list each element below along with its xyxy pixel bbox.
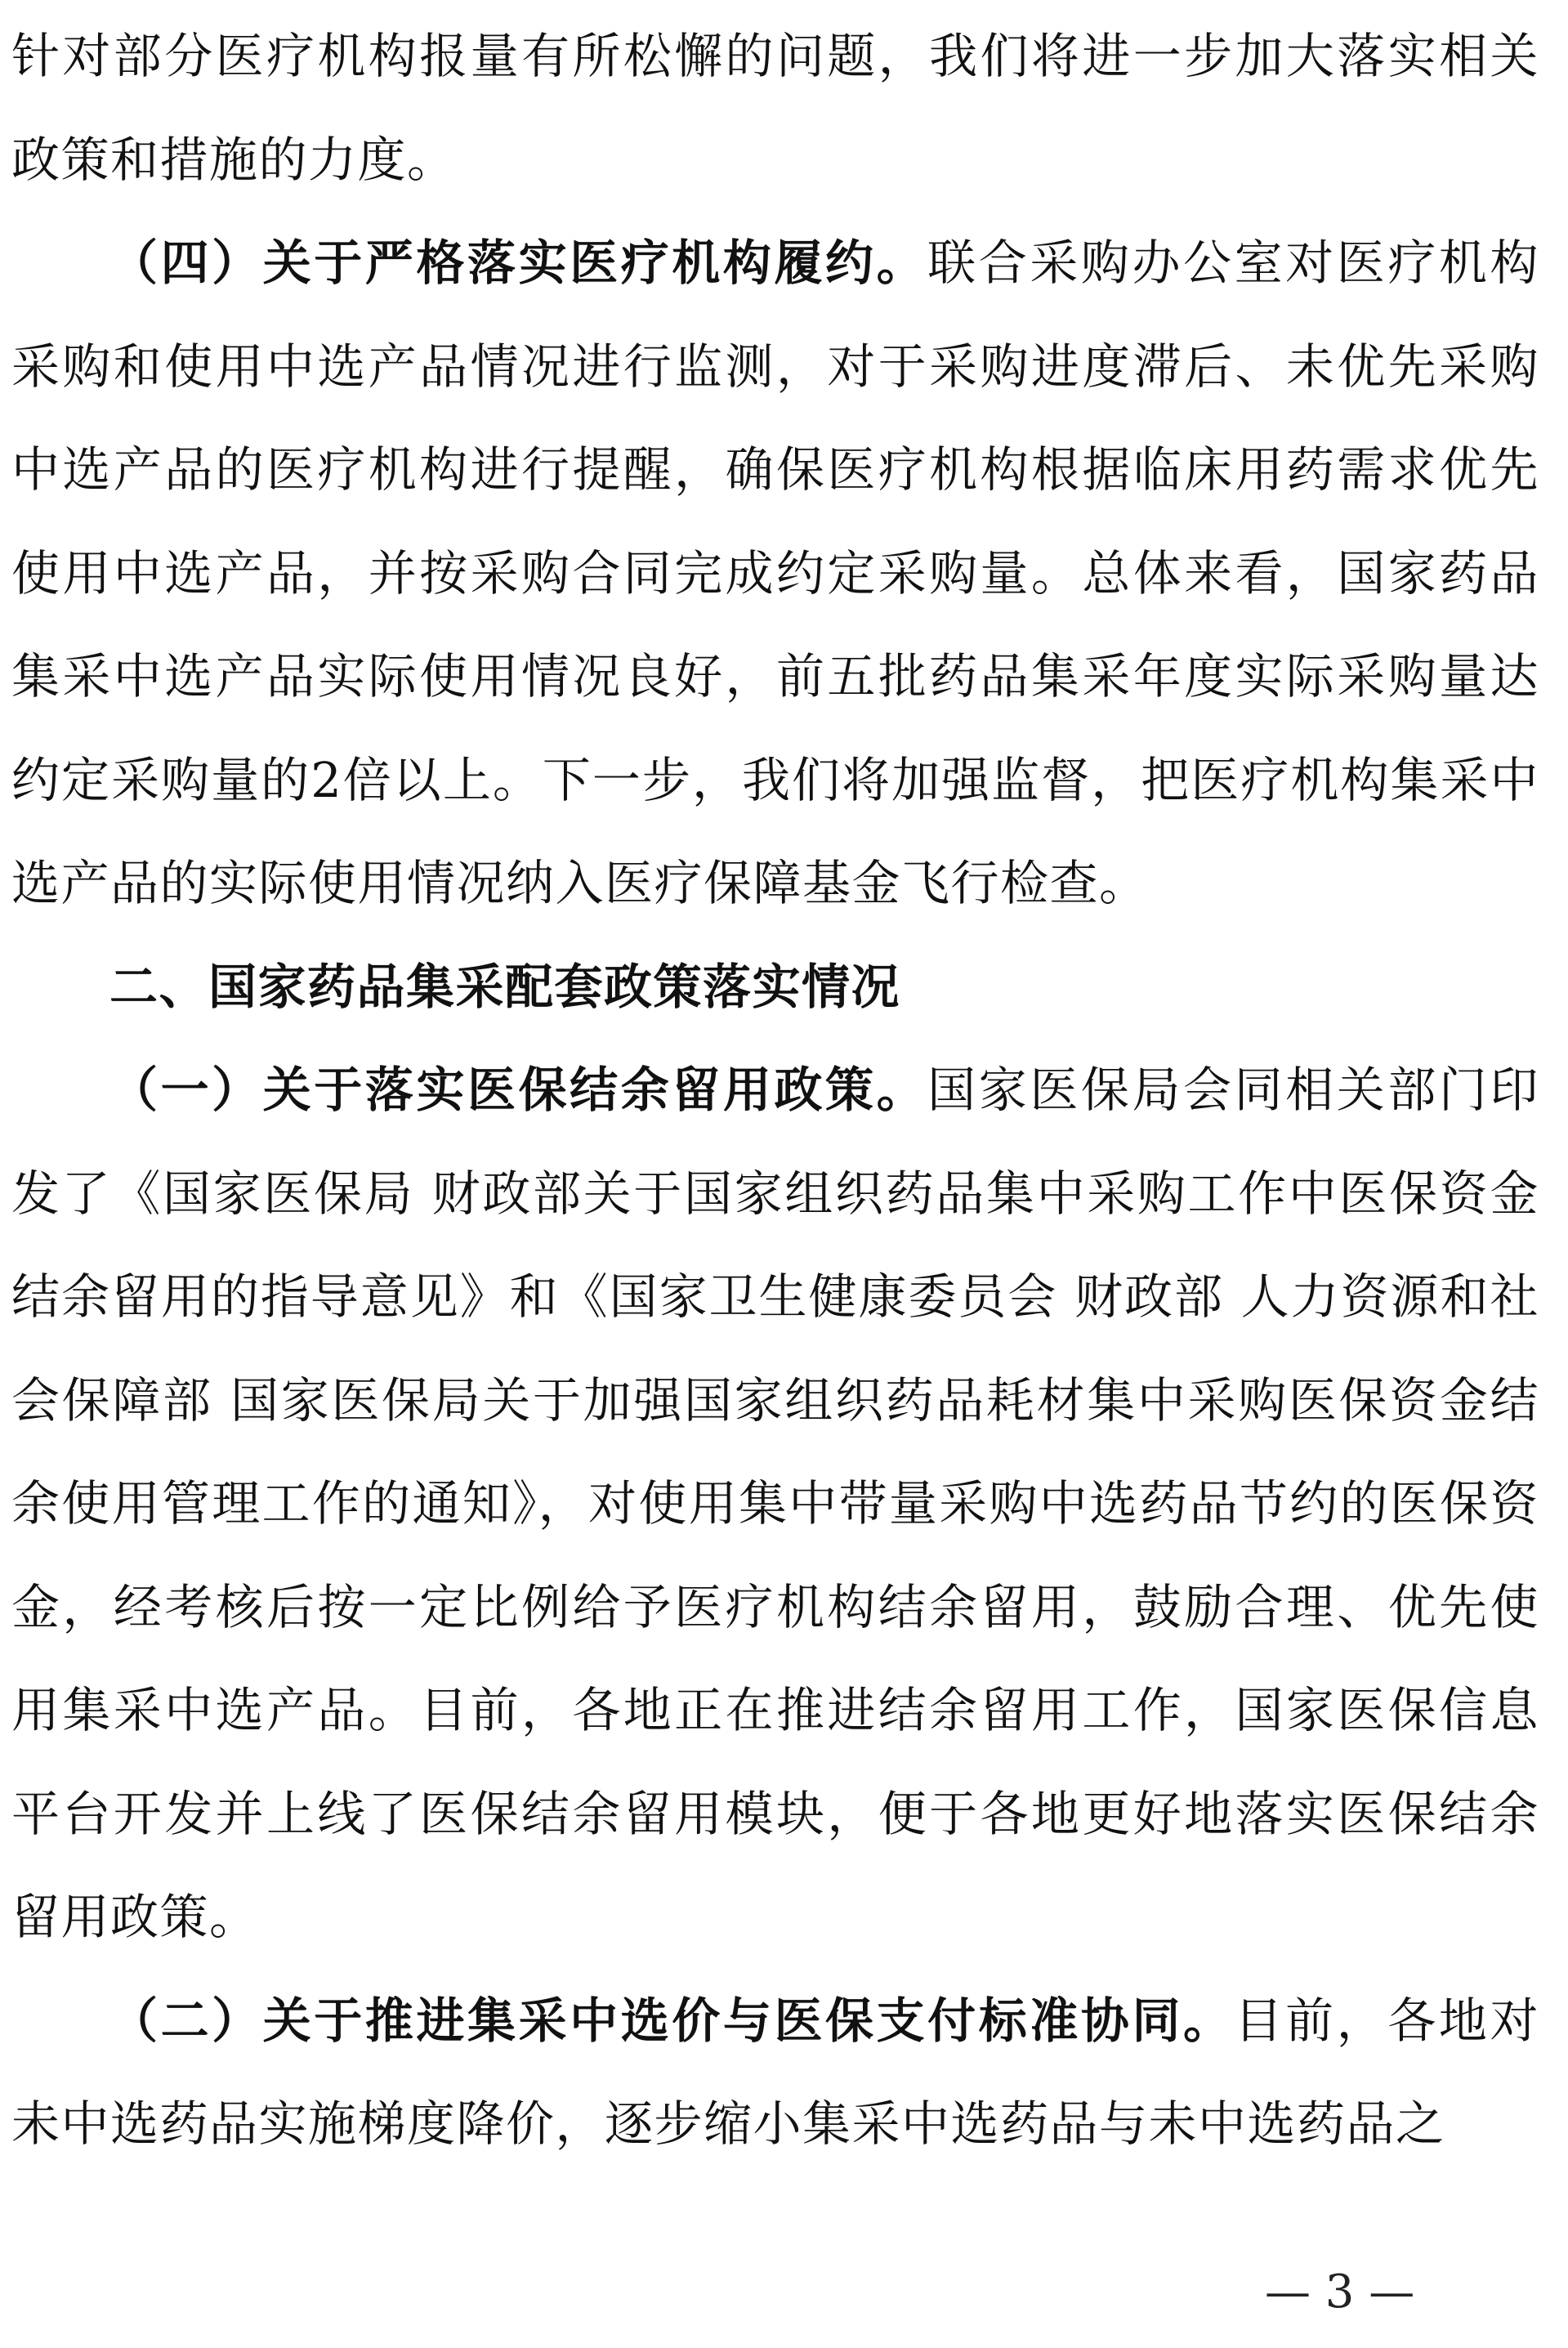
paragraph-lead: （二）关于推进集采中选价与医保支付标准协同。 [109, 1992, 1235, 2049]
paragraph-lead: （一）关于落实医保结余留用政策。 [109, 1062, 928, 1118]
paragraph-surplus-retention-policy [11, 1039, 1539, 1970]
document-body [11, 5, 1539, 2176]
page-number: — 3 — [1265, 2265, 1415, 2319]
paragraph-lead: （四）关于严格落实医疗机构履约。 [109, 235, 928, 291]
paragraph-text: 针对部分医疗机构报量有所松懈的问题，我们将进一步加大落实相关政策和措施的力度。 [11, 28, 1539, 188]
paragraph-text: 目前，各地对未中选药品实施梯度降价，逐步缩小集采中选药品与未中选药品之 [11, 1992, 1539, 2152]
paragraph-text: 联合采购办公室对医疗机构采购和使用中选产品情况进行监测，对于采购进度滞后、未优先采购中选产品的医疗机构进行提醒，确保医疗机构根据临床用药需求优先使用中选产品，并按采购合同完成约定采购量。总体来看，国家药品集采中选产品实际使用情况良好，前五批药品集采年度实际采购量达约定采购量的2倍以上。下一步，我们将加强监督，把医疗机构集采中选产品的实际使用情况纳入医疗保障基金飞行检查。 [11, 235, 1539, 911]
section-heading: 二、国家药品集采配套政策落实情况 [109, 958, 901, 1015]
paragraph-hospital-contract-fulfillment [11, 212, 1539, 936]
paragraph-payment-standard-coordination [11, 1970, 1539, 2176]
paragraph-text: 国家医保局会同相关部门印发了《国家医保局 财政部关于国家组织药品集中采购工作中医保资金结余留用的指导意见》和《国家卫生健康委员会 财政部 人力资源和社会保障部 国家医保局关于加强国家组织药品耗材集中采购医保资金结余使用管理工作的通知》，对使用集中带量采购中选药品节约的医保资金，经考核后按一定比例给予医疗机构结余留用，鼓励合理、优先使用集采中选产品。目前，各地正在推进结余留用工作，国家医保信息平台开发并上线了医保结余留用模块，便于各地更好地落实医保结余留用政策。 [11, 1062, 1539, 1945]
paragraph-continuation [11, 5, 1539, 212]
